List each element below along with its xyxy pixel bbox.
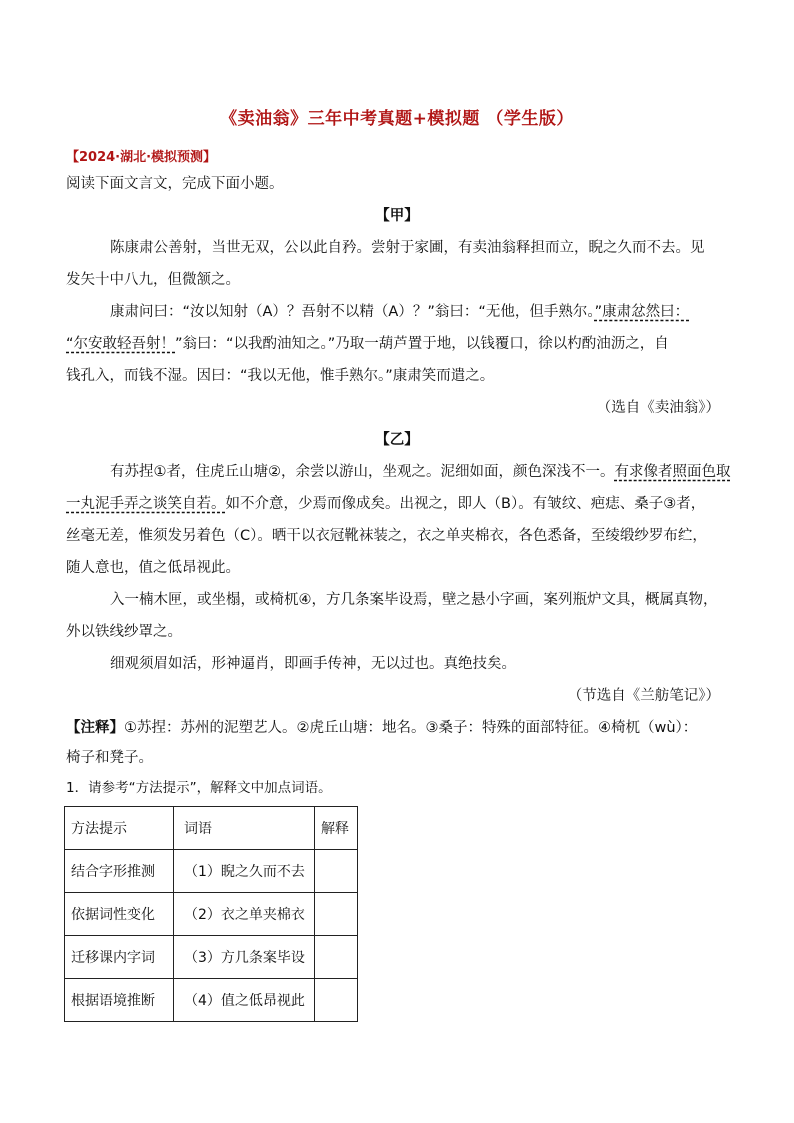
source-tag: 【2024·湖北·模拟预测】: [66, 150, 217, 165]
jia-p2-line1: [110, 302, 689, 322]
table-header-cell: 词语: [174, 807, 315, 850]
table-header-cell: 解释: [315, 807, 358, 850]
jia-p1-line2: 发矢十中八九，但微颔之。: [66, 272, 240, 288]
method-cell: 根据语境推断: [65, 979, 174, 1022]
jia-p2-line3: 钱孔入，而钱不湿。因曰：“我以无他，惟手熟尔。”康肃笑而遣之。: [66, 368, 495, 384]
yi-underlined-sentence-start: 有求像者照面色取: [614, 464, 731, 480]
answer-cell[interactable]: [315, 893, 358, 936]
yi-p2-line2: 外以铁线纱罩之。: [66, 624, 182, 640]
yi-p1-line1-text: 有苏捏①者，住虎丘山塘②，余尝以游山，坐观之。泥细如面，颜色深浅不一。: [110, 464, 615, 480]
table-row: [65, 979, 358, 1022]
jia-p1-line1: 陈康肃公善射，当世无双，公以此自矜。尝射于家圃，有卖油翁释担而立，睨之久而不去。见: [110, 240, 705, 256]
jia-p2-line2-text: ”翁曰：“以我酌油知之。”乃取一葫芦置于地，以钱覆口，徐以杓酌油沥之，自: [175, 336, 669, 352]
yi-p3-line1: 细观须眉如活，形神逼肖，即画手传神，无以过也。真绝技矣。: [110, 656, 516, 672]
jia-source: （选自《卖油翁》）: [596, 400, 720, 416]
answer-cell[interactable]: [315, 979, 358, 1022]
jia-p2-line1-text: 康肃问曰：“汝以知射（A）？吾射不以精（A）？”翁曰：“无他，但手熟尔。: [110, 304, 595, 320]
yi-p1-line4: 随人意也，值之低昂视此。: [66, 560, 240, 576]
yi-p1-line1: [110, 462, 731, 482]
yi-heading: 【乙】: [375, 432, 419, 448]
table-row: [65, 936, 358, 979]
word-cell: （2）衣之单夹棉衣: [174, 893, 315, 936]
yi-p2-line1: 入一楠木匣，或坐榻，或椅杌④，方几条案毕设焉，壁之悬小字画，案列瓶炉文具，概属真物，: [110, 592, 718, 608]
document-title: 《卖油翁》三年中考真题+模拟题 （学生版）: [220, 109, 574, 129]
method-cell: 依据词性变化: [65, 893, 174, 936]
word-cell: （4）值之低昂视此: [174, 979, 315, 1022]
yi-p1-line3: 丝毫无差，惟须发另着色（C）。晒干以衣冠靴袜装之，衣之单夹棉衣，各色悉备，至绫缎纱罗布纻，: [66, 528, 707, 544]
instruction-text: 阅读下面文言文，完成下面小题。: [66, 176, 284, 192]
yi-p1-line2: [66, 494, 705, 514]
answer-cell[interactable]: [315, 936, 358, 979]
notes-text: ①苏捏：苏州的泥塑艺人。②虎丘山塘：地名。③桑子：特殊的面部特征。④椅杌（wù）：: [124, 720, 698, 736]
table-header-cell: 方法提示: [65, 807, 174, 850]
jia-underlined-sentence-end: “尔安敢轻吾射！: [66, 336, 176, 352]
table-row: [65, 893, 358, 936]
notes-line2: 椅子和凳子。: [66, 750, 153, 766]
yi-underlined-sentence-end: 一丸泥手弄之谈笑自若。: [66, 496, 226, 512]
word-cell: （1）睨之久而不去: [174, 850, 315, 893]
yi-p1-line2-text: 如不介意，少焉而像成矣。出视之，即人（B）。有皱纹、疤痣、桑子③者，: [225, 496, 706, 512]
jia-heading: 【甲】: [375, 208, 419, 224]
yi-source: （节选自《兰舫笔记》）: [567, 688, 720, 704]
jia-p2-line2: [66, 334, 669, 354]
table-header-row: [65, 807, 358, 850]
jia-underlined-sentence-start: ”康肃忿然曰：: [594, 304, 690, 320]
method-cell: 迁移课内字词: [65, 936, 174, 979]
question-1: 1．请参考“方法提示”，解释文中加点词语。: [66, 780, 332, 796]
table-row: [65, 850, 358, 893]
word-cell: （3）方几条案毕设: [174, 936, 315, 979]
method-table: [64, 806, 358, 1022]
notes-line1: [66, 718, 697, 738]
method-cell: 结合字形推测: [65, 850, 174, 893]
notes-label: 【注释】: [66, 720, 124, 736]
answer-cell[interactable]: [315, 850, 358, 893]
